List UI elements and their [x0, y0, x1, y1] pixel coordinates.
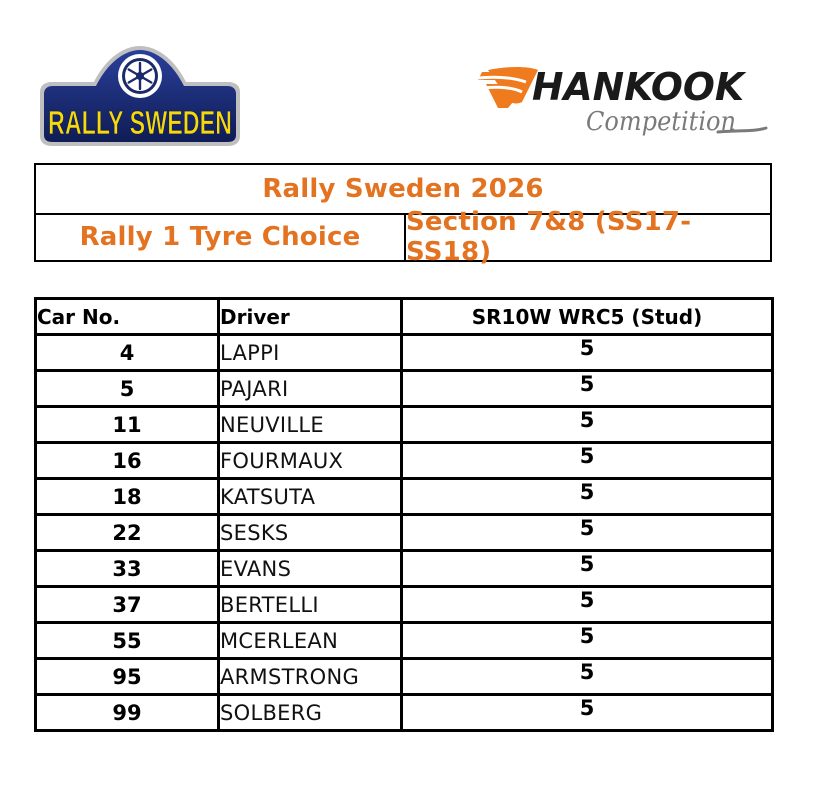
category-cell: [36, 213, 406, 260]
tyre-choice-label: Rally 1 Tyre Choice: [79, 221, 361, 252]
column-header-driver: Driver: [219, 299, 402, 335]
table-row: [36, 623, 773, 659]
column-header-tyre: SR10W WRC5 (Stud): [402, 299, 773, 335]
driver-name: SESKS: [219, 515, 402, 551]
car-number: 37: [36, 587, 219, 623]
driver-name: ARMSTRONG: [219, 659, 402, 695]
tyre-count: 5: [402, 695, 773, 731]
car-number: 18: [36, 479, 219, 515]
tyre-count: 5: [402, 479, 773, 515]
tyre-choice-table: [34, 297, 774, 732]
car-number: 16: [36, 443, 219, 479]
header-box: [34, 163, 772, 267]
tyre-count: 5: [402, 551, 773, 587]
event-title: Rally Sweden 2026: [262, 174, 544, 204]
driver-name: LAPPI: [219, 335, 402, 371]
table-row: [36, 407, 773, 443]
driver-name: PAJARI: [219, 371, 402, 407]
hankook-competition-logo: [478, 62, 768, 146]
car-number: 22: [36, 515, 219, 551]
driver-name: SOLBERG: [219, 695, 402, 731]
table-row: [36, 659, 773, 695]
table-row: [36, 335, 773, 371]
section-cell: [406, 206, 770, 267]
header-info-row: [36, 206, 770, 267]
tyre-count: 5: [402, 623, 773, 659]
hankook-logo-text: HANKOOK: [532, 65, 747, 109]
tyre-count: 5: [402, 443, 773, 479]
driver-name: KATSUTA: [219, 479, 402, 515]
car-number: 95: [36, 659, 219, 695]
tyre-count: 5: [402, 587, 773, 623]
tyre-count: 5: [402, 371, 773, 407]
driver-name: FOURMAUX: [219, 443, 402, 479]
column-header-car-no: Car No.: [36, 299, 219, 335]
rally-sweden-logo-text: RALLY SWEDEN: [48, 104, 232, 141]
car-number: 99: [36, 695, 219, 731]
rally-sweden-logo: [34, 38, 246, 150]
table-row: [36, 479, 773, 515]
table-row: [36, 695, 773, 731]
tyre-count: 5: [402, 407, 773, 443]
driver-name: BERTELLI: [219, 587, 402, 623]
car-number: 33: [36, 551, 219, 587]
driver-name: NEUVILLE: [219, 407, 402, 443]
car-number: 4: [36, 335, 219, 371]
table-row: [36, 371, 773, 407]
car-number: 11: [36, 407, 219, 443]
table-header-row: [36, 299, 773, 335]
driver-name: EVANS: [219, 551, 402, 587]
competition-logo-text: Competition: [586, 107, 736, 137]
table-row: [36, 515, 773, 551]
table-row: [36, 587, 773, 623]
tyre-count: 5: [402, 515, 773, 551]
driver-name: MCERLEAN: [219, 623, 402, 659]
table-row: [36, 443, 773, 479]
car-number: 55: [36, 623, 219, 659]
car-number: 5: [36, 371, 219, 407]
table-row: [36, 551, 773, 587]
tyre-count: 5: [402, 659, 773, 695]
tyre-count: 5: [402, 335, 773, 371]
section-label: Section 7&8 (SS17-SS18): [406, 206, 692, 267]
